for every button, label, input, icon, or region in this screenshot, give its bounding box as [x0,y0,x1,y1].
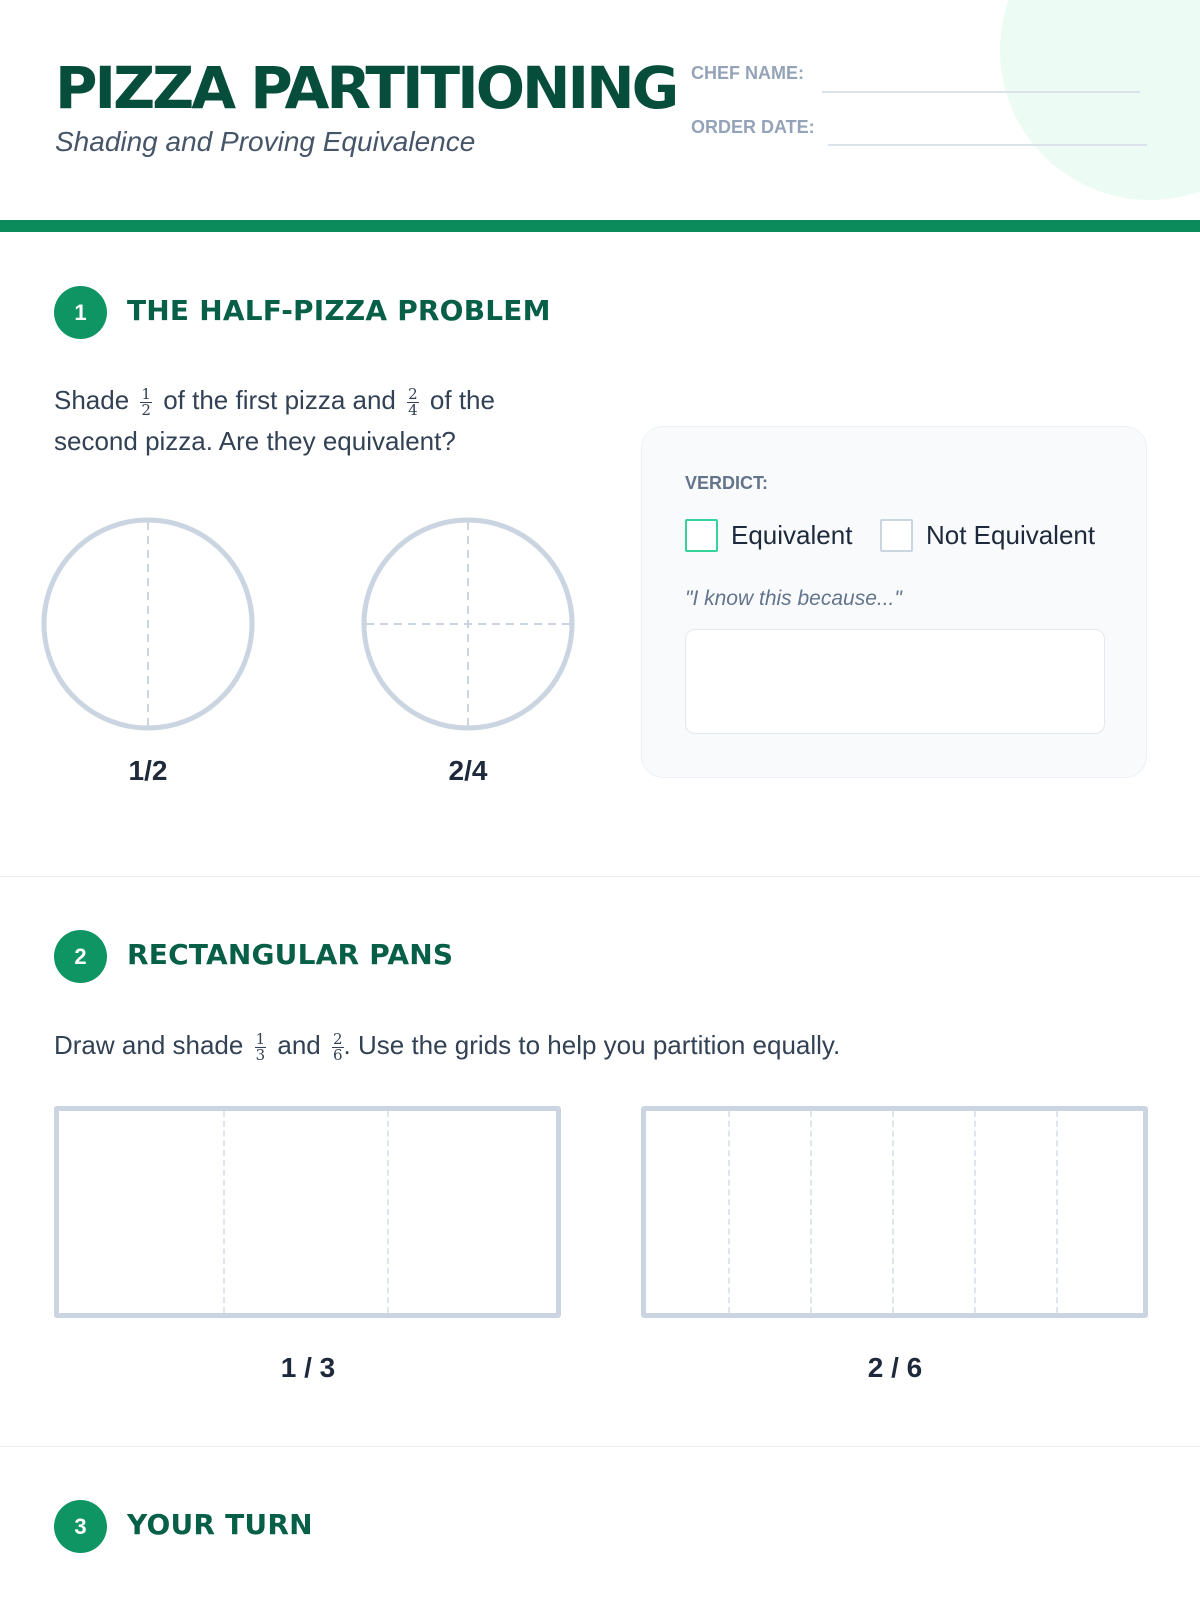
page-subtitle: Shading and Proving Equivalence [55,126,476,157]
chef-name-field[interactable] [822,91,1140,93]
header-rule [0,220,1200,232]
fraction-numerator: 2 [332,1029,343,1048]
prompt-text: Draw and shade [54,1030,244,1060]
fraction-two-sixths [332,1029,344,1064]
section-1-title: THE HALF-PIZZA PROBLEM [127,294,551,327]
section-2-number-badge: 2 [54,930,107,983]
pizza-2-label: 2/4 [448,755,488,786]
fraction-one-third [255,1029,267,1064]
pan-partition-line [728,1111,730,1313]
section-2-title: RECTANGULAR PANS [127,938,454,971]
order-date-label: ORDER DATE: [691,117,815,137]
pizza-1-label: 1/2 [128,755,168,786]
fraction-denominator: 2 [141,400,151,419]
fraction-denominator: 3 [255,1045,266,1064]
verdict-card [641,426,1147,778]
section-divider [0,876,1200,877]
pan-partition-line [223,1111,225,1313]
equivalent-checkbox[interactable] [685,519,718,552]
page-title: PIZZA PARTITIONING [55,54,677,122]
pizza-halves-diagram[interactable] [40,516,256,732]
section-1-number-badge: 1 [54,286,107,339]
reasoning-answer-box[interactable] [685,629,1105,734]
section-3-number-badge: 3 [54,1500,107,1553]
pan-1-label: 1 / 3 [280,1352,336,1383]
not-equivalent-checkbox[interactable] [880,519,913,552]
fraction-two-quarters [407,384,419,419]
order-date-field[interactable] [828,144,1147,146]
prompt-text: . Use the grids to help you partition equally. [343,1030,841,1060]
fraction-denominator: 6 [332,1045,343,1064]
pan-partition-line [387,1111,389,1313]
pan-partition-line [892,1111,894,1313]
section-divider [0,1446,1200,1447]
prompt-text: of the [429,385,495,415]
prompt-text: and [277,1030,321,1060]
fraction-numerator: 1 [141,384,151,403]
pan-2-label: 2 / 6 [867,1352,923,1383]
section-2-prompt [54,1025,840,1066]
rectangular-pan-thirds[interactable] [54,1106,561,1318]
section-1-prompt [54,380,495,421]
fraction-numerator: 2 [408,384,418,403]
worksheet-header [0,0,1200,220]
chef-name-label: CHEF NAME: [691,63,804,83]
prompt-text: Shade [54,385,130,415]
section-1-prompt-line-2: second pizza. Are they equivalent? [54,426,456,456]
section-3-title: YOUR TURN [127,1508,313,1541]
not-equivalent-option-label: Not Equivalent [926,520,1096,550]
rectangular-pan-sixths[interactable] [641,1106,1148,1318]
prompt-text: of the first pizza and [163,385,396,415]
fraction-denominator: 4 [408,400,418,419]
pan-partition-line [1056,1111,1058,1313]
pizza-quarters-diagram[interactable] [360,516,576,732]
pan-partition-line [810,1111,812,1313]
verdict-label: VERDICT: [685,473,769,493]
equivalent-option-label: Equivalent [731,520,853,550]
reasoning-prompt: "I know this because..." [685,587,902,610]
fraction-numerator: 1 [255,1029,266,1048]
pan-partition-line [974,1111,976,1313]
fraction-one-half [140,384,152,419]
